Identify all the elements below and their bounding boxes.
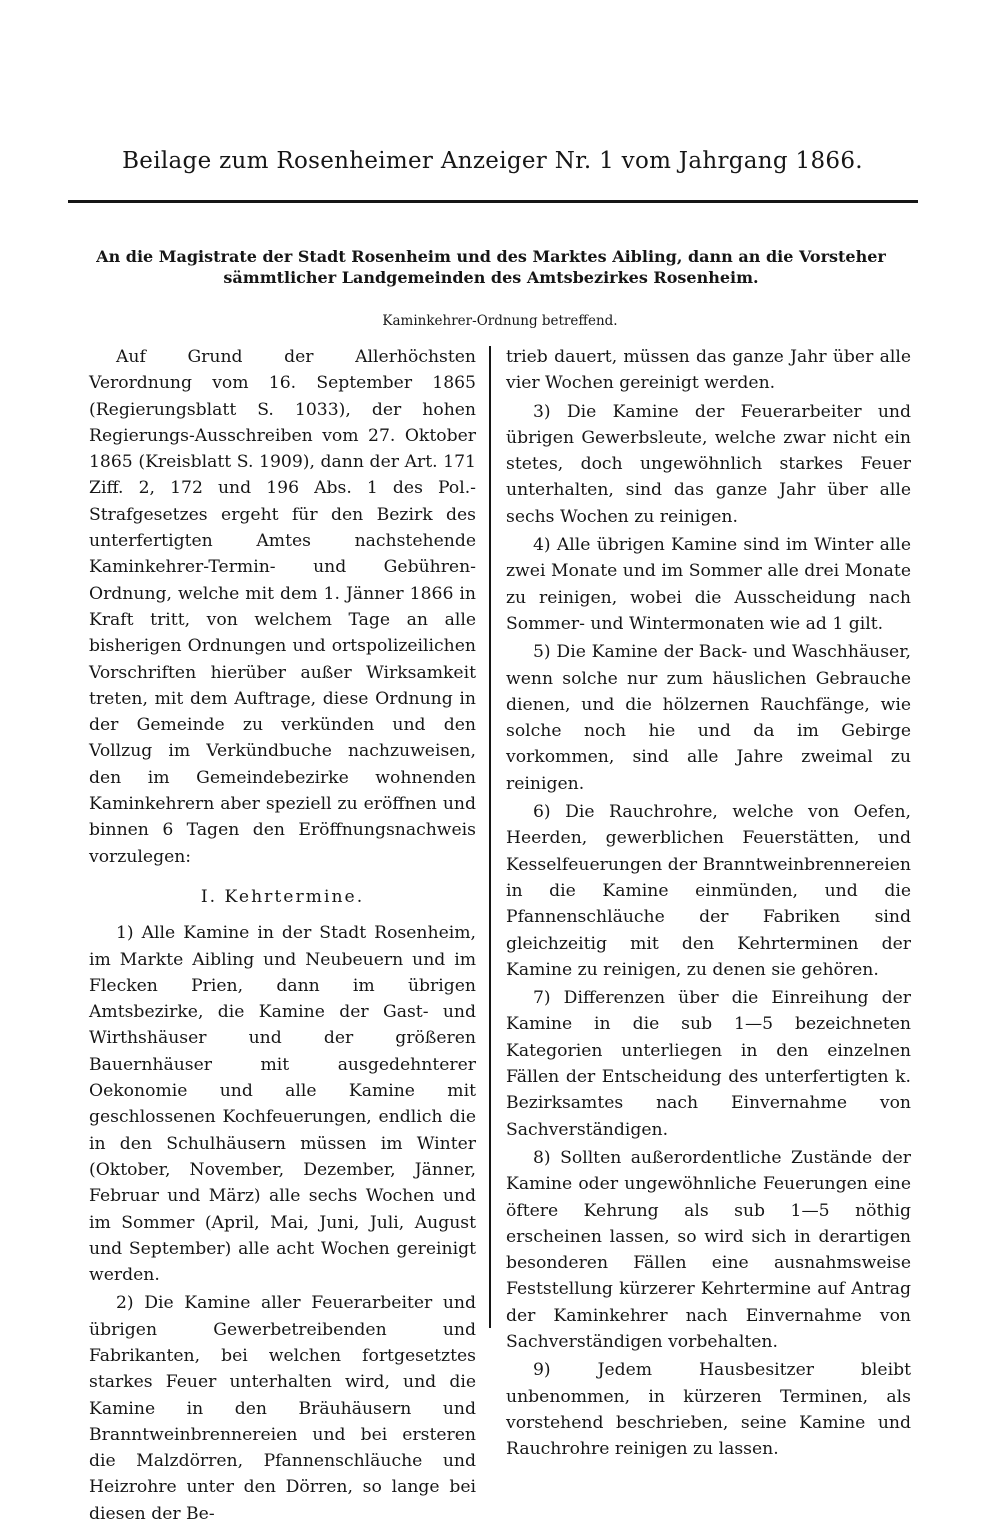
paragraph-item-7: 7) Differenzen über die Einreihung der Kamine in die sub 1—5 bezeichneten Kategorien unterliegen in den einzelnen Fällen der Entscheidung des unterfertigten k. Bezirksamtes nach Einvernahme von Sachverständigen. <box>506 988 911 1140</box>
paragraph-item-3: 3) Die Kamine der Feuerarbeiter und übrigen Gewerbsleute, welche zwar nicht ein stetes, doch ungewöhnlich starkes Feuer unterhalten, sind das ganze Jahr über alle sechs Wochen zu reinigen. <box>506 401 911 527</box>
section-heading: I. Kehrtermine. <box>200 886 365 907</box>
masthead-title: Beilage zum Rosenheimer Anzeiger Nr. 1 vom Jahrgang 1866. <box>122 148 863 174</box>
paragraph-item-1: 1) Alle Kamine in der Stadt Rosenheim, im Markte Aibling und Neubeuern und im Flecken Prien, dann im übrigen Amtsbezirke, die Kamine der Gast- und Wirthshäuser und der größeren Bauernhäuser mit ausgedehnterer Oekonomie und alle Kamine mit geschlossenen Kochfeuerungen, endlich die in den Schulhäusern müssen im Winter (Oktober, November, Dezember, Jänner, Februar und März) alle sechs Wochen und im Sommer (April, Mai, Juni, Juli, August und September) alle acht Wochen gereinigt werden. <box>89 923 476 1286</box>
masthead-rule <box>68 200 918 203</box>
column-divider <box>489 346 491 1328</box>
paragraph-item-6: 6) Die Rauchrohre, welche von Oefen, Heerden, gewerblichen Feuerstätten, und Kesselfeuerungen der Branntweinbrennereien in die Kamine einmünden, und die Pfannenschläuche der Fabriken sind gleichzeitig mit den Kehrterminen der Kamine zu reinigen, zu denen sie gehören. <box>506 802 911 980</box>
paragraph-item-2-continued: trieb dauert, müssen das ganze Jahr über alle vier Wochen gereinigt werden. <box>506 347 911 394</box>
right-column <box>506 344 911 1462</box>
paragraph-item-8: 8) Sollten außerordentliche Zustände der Kamine oder ungewöhnliche Feuerungen eine öftere Kehrung als sub 1—5 nöthig erscheinen lassen, so wird sich in derartigen besonderen Fällen eine ausnahmsweise Feststellung kürzerer Kehrtermine auf Antrag der Kaminkehrer nach Einvernahme von Sachverständigen vorbehalten. <box>506 1147 911 1352</box>
left-column <box>89 344 476 1527</box>
paragraph-item-5: 5) Die Kamine der Back- und Waschhäuser, wenn solche nur zum häuslichen Gebrauche dienen, und die hölzernen Rauchfänge, wie solche noch hie und da im Gebirge vorkommen, sind alle Jahre zweimal zu reinigen. <box>506 642 911 794</box>
address-heading: An die Magistrate der Stadt Rosenheim und des Marktes Aibling, dann an die Vorsteher sämmtlicher Landgemeinden des Amtsbezirkes Rosenheim. <box>96 247 886 287</box>
subject-line: Kaminkehrer-Ordnung betreffend. <box>382 313 618 329</box>
paragraph-item-4: 4) Alle übrigen Kamine sind im Winter alle zwei Monate und im Sommer alle drei Monate zu reinigen, wobei die Ausscheidung nach Sommer- und Wintermonaten wie ad 1 gilt. <box>506 535 911 634</box>
paragraph-item-2: 2) Die Kamine aller Feuerarbeiter und übrigen Gewerbetreibenden und Fabrikanten, bei welchen fortgesetztes starkes Feuer unterhalten wird, und die Kamine in den Bräuhäusern und Branntweinbrennereien und bei ersteren die Malzdörren, Pfannenschläuche und Heizrohre unter den Dörren, so lange bei diesen der Be- <box>89 1293 476 1524</box>
paragraph-item-9: 9) Jedem Hausbesitzer bleibt unbenommen, in kürzeren Terminen, als vorstehend beschrieben, seine Kamine und Rauchrohre reinigen zu lassen. <box>506 1360 911 1460</box>
intro-paragraph: Auf Grund der Allerhöchsten Verordnung vom 16. September 1865 (Regierungsblatt S. 1033), der hohen Regierungs-Ausschreiben vom 27. Oktober 1865 (Kreisblatt S. 1909), dann der Art. 171 Ziff. 2, 172 und 196 Abs. 1 des Pol.-Strafgesetzes ergeht für den Bezirk des unterfertigten Amtes nachstehende Kaminkehrer-Termin- und Gebühren-Ordnung, welche mit dem 1. Jänner 1866 in Kraft tritt, von welchem Tage an alle bisherigen Ordnungen und ortspolizeilichen Vorschriften hierüber außer Wirksamkeit treten, mit dem Auftrage, diese Ordnung in der Gemeinde zu verkünden und den Vollzug im Verkündbuche nachzuweisen, den im Gemeindebezirke wohnenden Kaminkehrern aber speziell zu eröffnen und binnen 6 Tagen den Eröffnungsnachweis vorzulegen: <box>89 347 476 867</box>
